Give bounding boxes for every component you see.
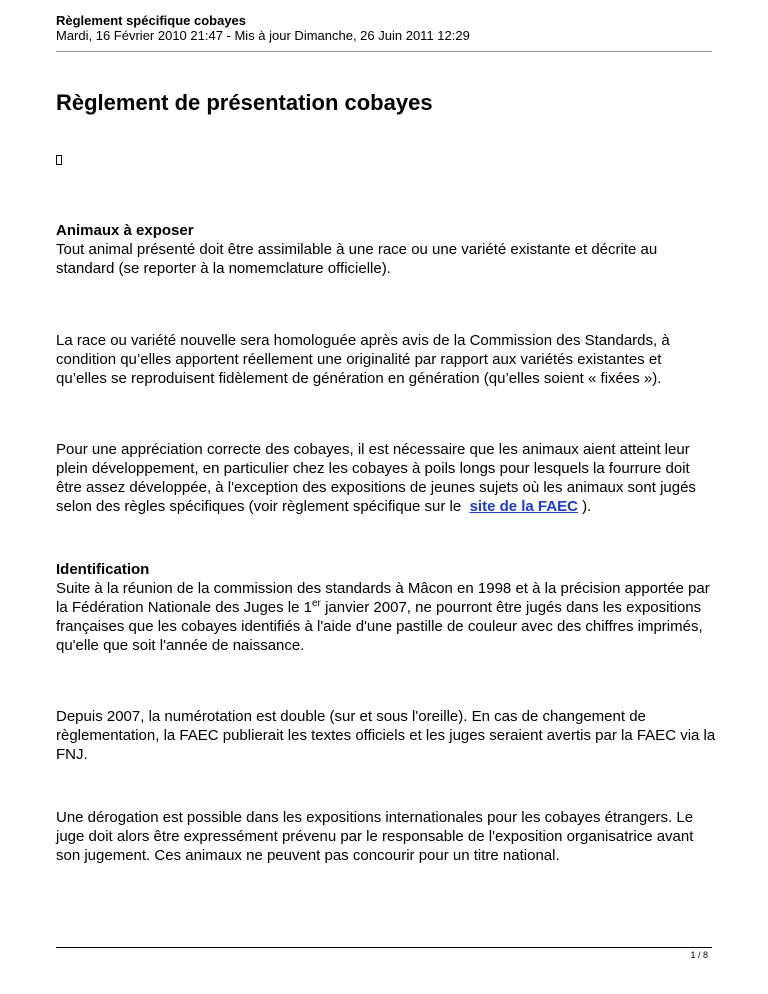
paragraph-block bbox=[56, 331, 716, 388]
paragraph bbox=[56, 440, 716, 516]
section-identification bbox=[56, 560, 716, 655]
paragraph-block bbox=[56, 440, 716, 516]
paragraph-text: janvier 2007, ne pourront être jugés dans les expositions françaises que les cobayes identifiés à l'aide d'une pastille de couleur avec des chiffres imprimés, qu'elle que soit l'année de naissance. bbox=[56, 599, 703, 654]
paragraph-text: ). bbox=[582, 498, 592, 515]
paragraph-text: Pour une appréciation correcte des cobayes, il est nécessaire que les animaux aient atteint leur plein développement, en particulier chez les cobayes à poils longs pour lesquels la fourrure doit être assez développée, à l'exception des expositions de jeunes sujets où les animaux sont jugés selon des règles spécifiques (voir règlement spécifique sur le bbox=[56, 441, 696, 515]
paragraph: Une dérogation est possible dans les expositions internationales pour les cobayes étrangers. Le juge doit alors être expressément prévenu par le responsable de l'exposition organisatrice avant son jugement. Ces animaux ne peuvent pas concourir pour un titre national. bbox=[56, 809, 694, 864]
paragraph: Depuis 2007, la numérotation est double (sur et sous l'oreille). En cas de changement de règlementation, la FAEC publierait les textes officiels et les juges seraient avertis par la FAEC via la FNJ. bbox=[56, 708, 716, 763]
header-divider bbox=[56, 51, 712, 52]
page-number: 1 / 8 bbox=[690, 950, 708, 960]
section-heading-animaux: Animaux à exposer bbox=[56, 222, 194, 239]
paragraph-text: Suite à la réunion de la commission des standards à Mâcon en 1998 et à la précision apportée par la Fédération Nationale des Juges le 1 bbox=[56, 580, 710, 616]
paragraph: La race ou variété nouvelle sera homologuée après avis de la Commission des Standards, à condition qu’elles apportent réellement une originalité par rapport aux variétés existantes et qu’elles se reproduisent fidèlement de génération en génération (qu’elles soient « fixées »). bbox=[56, 332, 670, 387]
paragraph-block bbox=[56, 808, 716, 865]
page-header bbox=[56, 13, 712, 44]
section-heading-identification: Identification bbox=[56, 561, 150, 578]
faec-site-link[interactable]: site de la FAEC bbox=[469, 498, 578, 515]
superscript: er bbox=[312, 598, 321, 609]
page-title: Règlement de présentation cobayes bbox=[56, 90, 433, 115]
section-animaux bbox=[56, 221, 716, 278]
header-title: Règlement spécifique cobayes bbox=[56, 13, 247, 28]
missing-glyph-icon bbox=[56, 155, 62, 165]
header-date-meta: Mardi, 16 Février 2010 21:47 - Mis à jour Dimanche, 26 Juin 2011 12:29 bbox=[56, 28, 470, 43]
footer-divider bbox=[56, 947, 712, 948]
paragraph bbox=[56, 579, 716, 655]
paragraph-block bbox=[56, 707, 716, 764]
paragraph: Tout animal présenté doit être assimilable à une race ou une variété existante et décrite au standard (se reporter à la nomemclature officielle). bbox=[56, 241, 658, 277]
